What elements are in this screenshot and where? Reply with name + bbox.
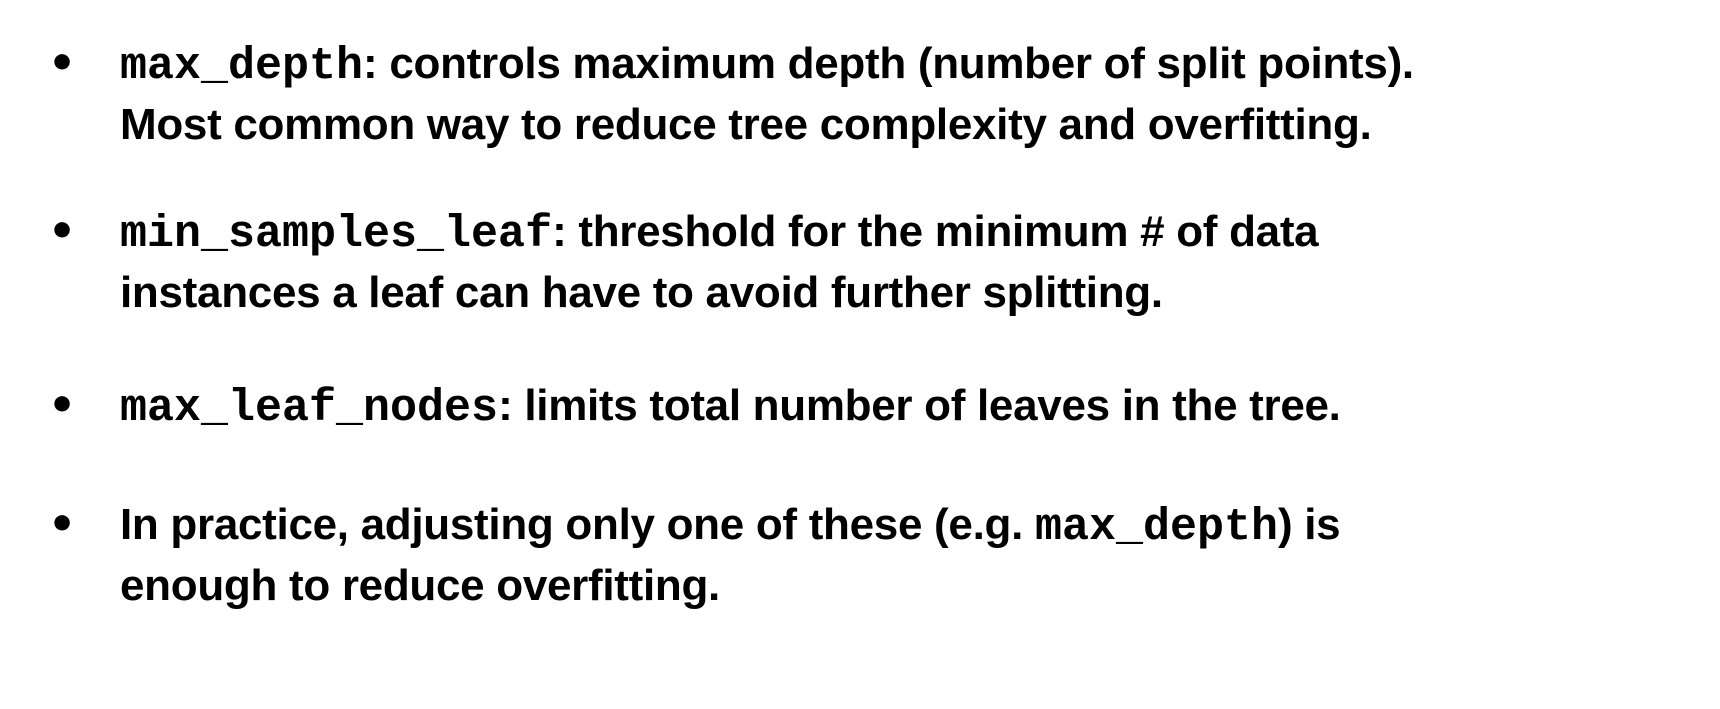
description-text: ) is [1277, 500, 1341, 549]
bullet-line [120, 377, 1341, 438]
bullet-dot-icon: • [48, 38, 77, 89]
bullet-text [120, 203, 1318, 322]
bullet-dot-icon: • [48, 380, 77, 431]
description-text: In practice, adjusting only one of these (e.g. [120, 500, 1035, 549]
description-text: : threshold for the minimum # of data [552, 207, 1319, 256]
bullet-text [120, 35, 1414, 154]
bullet-text [120, 377, 1341, 438]
code-term: max_depth [120, 41, 364, 92]
bullet-line: instances a leaf can have to avoid further splitting. [120, 268, 1163, 317]
bullet-text [120, 496, 1340, 615]
description-text: : controls maximum depth (number of split points). [363, 39, 1414, 88]
code-term: min_samples_leaf [120, 209, 553, 260]
bullet-line: Most common way to reduce tree complexity and overfitting. [120, 100, 1372, 149]
bullet-item-in-practice [48, 496, 1708, 615]
bullet-dot-icon: • [48, 206, 77, 257]
code-term: max_leaf_nodes [120, 383, 499, 434]
bullet-item-max-depth [48, 35, 1708, 154]
bullet-line: enough to reduce overfitting. [120, 561, 720, 610]
bullet-dot-icon: • [48, 499, 77, 550]
code-term: max_depth [1034, 502, 1278, 553]
bullet-line [120, 203, 1318, 264]
description-text: : limits total number of leaves in the tree. [498, 381, 1341, 430]
bullet-line [120, 35, 1414, 96]
bullet-item-min-samples-leaf [48, 203, 1708, 322]
bullet-item-max-leaf-nodes [48, 377, 1708, 438]
bullet-line [120, 496, 1340, 557]
